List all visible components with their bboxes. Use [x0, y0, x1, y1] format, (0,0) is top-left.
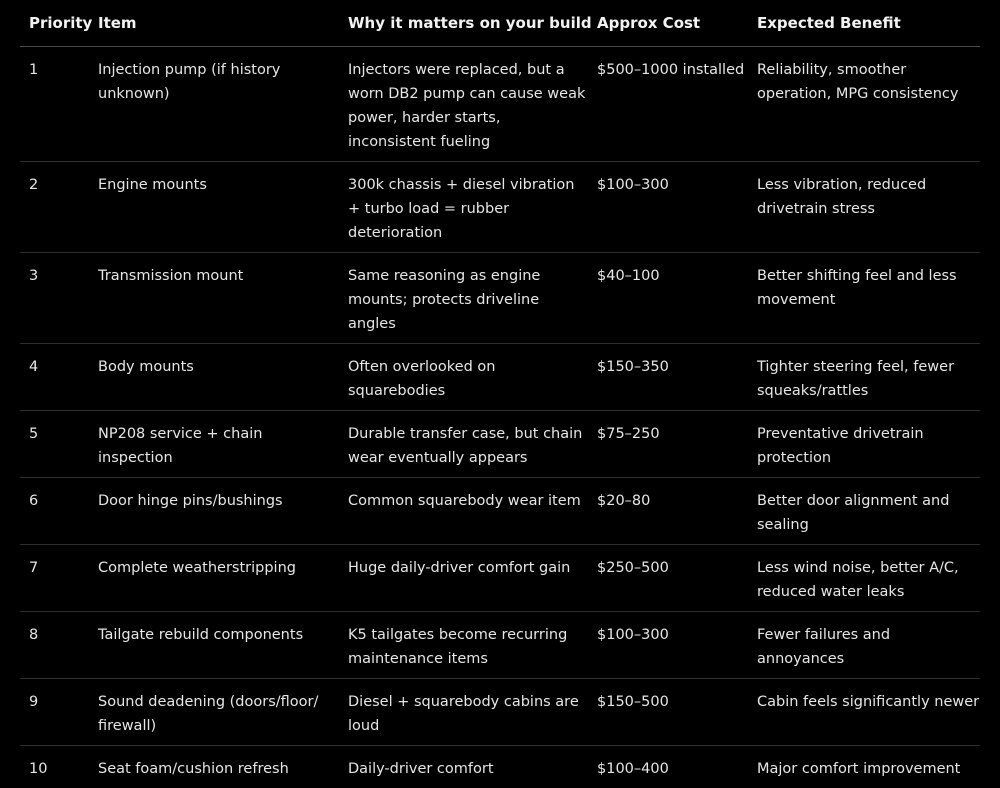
cell-why: Injectors were replaced, but a worn DB2 pump can cause weak power, harder starts, inconsistent fueling [339, 47, 588, 162]
cell-priority: 5 [20, 411, 89, 478]
cell-cost: $250–500 [588, 545, 748, 612]
cell-why: 300k chassis + diesel vibration + turbo load = rubber deterioration [339, 162, 588, 253]
cell-why: Common squarebody wear item [339, 478, 588, 545]
cell-why: Diesel + squarebody cabins are loud [339, 679, 588, 746]
cell-priority: 9 [20, 679, 89, 746]
priority-table-container [20, 0, 980, 788]
cell-item: Complete weatherstripping [89, 545, 339, 612]
cell-benefit: Less vibration, reduced drivetrain stress [748, 162, 980, 253]
cell-priority: 1 [20, 47, 89, 162]
column-header-benefit: Expected Benefit [748, 0, 980, 47]
cell-why: Daily-driver comfort [339, 746, 588, 788]
table-row [20, 411, 980, 478]
cell-item: Sound deadening (doors/floor/ firewall) [89, 679, 339, 746]
cell-priority: 3 [20, 253, 89, 344]
cell-benefit: Preventative drivetrain protection [748, 411, 980, 478]
column-header-cost: Approx Cost [588, 0, 748, 47]
table-row [20, 253, 980, 344]
cell-priority: 10 [20, 746, 89, 788]
cell-item: Body mounts [89, 344, 339, 411]
table-row [20, 162, 980, 253]
cell-priority: 6 [20, 478, 89, 545]
cell-benefit: Fewer failures and annoyances [748, 612, 980, 679]
cell-priority: 2 [20, 162, 89, 253]
cell-why: Huge daily-driver comfort gain [339, 545, 588, 612]
cell-item: Engine mounts [89, 162, 339, 253]
cell-benefit: Better door alignment and sealing [748, 478, 980, 545]
cell-cost: $100–400 [588, 746, 748, 788]
cell-why: Same reasoning as engine mounts; protects driveline angles [339, 253, 588, 344]
table-row [20, 47, 980, 162]
cell-item: Door hinge pins/bushings [89, 478, 339, 545]
cell-cost: $500–1000 installed [588, 47, 748, 162]
cell-benefit: Major comfort improvement [748, 746, 980, 788]
cell-why: K5 tailgates become recurring maintenance items [339, 612, 588, 679]
cell-benefit: Reliability, smoother operation, MPG consistency [748, 47, 980, 162]
table-row [20, 679, 980, 746]
cell-benefit: Cabin feels significantly newer [748, 679, 980, 746]
cell-why: Durable transfer case, but chain wear eventually appears [339, 411, 588, 478]
column-header-why: Why it matters on your build [339, 0, 588, 47]
cell-item: Transmission mount [89, 253, 339, 344]
cell-cost: $100–300 [588, 162, 748, 253]
cell-benefit: Better shifting feel and less movement [748, 253, 980, 344]
cell-benefit: Less wind noise, better A/C, reduced water leaks [748, 545, 980, 612]
cell-item: Injection pump (if history unknown) [89, 47, 339, 162]
cell-cost: $40–100 [588, 253, 748, 344]
cell-benefit: Tighter steering feel, fewer squeaks/rattles [748, 344, 980, 411]
cell-cost: $150–350 [588, 344, 748, 411]
table-header-row [20, 0, 980, 47]
cell-cost: $150–500 [588, 679, 748, 746]
cell-item: Tailgate rebuild components [89, 612, 339, 679]
cell-why: Often overlooked on squarebodies [339, 344, 588, 411]
table-row [20, 612, 980, 679]
table-row [20, 478, 980, 545]
cell-priority: 4 [20, 344, 89, 411]
cell-item: NP208 service + chain inspection [89, 411, 339, 478]
column-header-item: Item [89, 0, 339, 47]
cell-cost: $20–80 [588, 478, 748, 545]
column-header-priority: Priority [20, 0, 89, 47]
cell-cost: $75–250 [588, 411, 748, 478]
cell-priority: 8 [20, 612, 89, 679]
cell-cost: $100–300 [588, 612, 748, 679]
cell-item: Seat foam/cushion refresh [89, 746, 339, 788]
priority-table [20, 0, 980, 788]
table-row [20, 344, 980, 411]
table-row [20, 746, 980, 788]
table-row [20, 545, 980, 612]
cell-priority: 7 [20, 545, 89, 612]
